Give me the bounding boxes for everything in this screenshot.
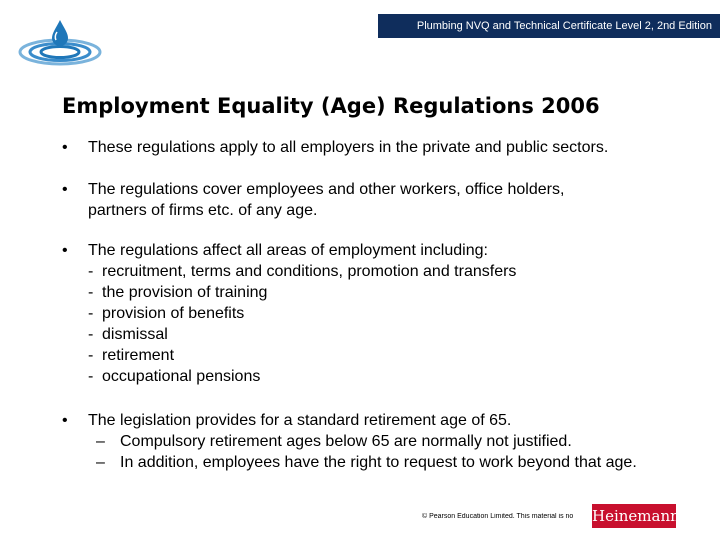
sub-item <box>88 366 698 387</box>
sub-item-text: dismissal <box>102 326 168 343</box>
dash-marker: - <box>88 368 94 385</box>
bullet-marker: • <box>62 181 68 198</box>
publisher-logo: Heinemann <box>592 504 676 528</box>
dash-marker: - <box>88 347 94 364</box>
dash-marker: – <box>96 433 105 450</box>
sub-item-text: the provision of training <box>102 284 268 301</box>
dash-marker: - <box>88 326 94 343</box>
copyright-notice: © Pearson Education Limited. This material is no <box>422 513 574 520</box>
bullet-text <box>88 240 698 387</box>
bullet-text-line: The regulations cover employees and other workers, office holders, <box>88 181 565 198</box>
bullet-marker: • <box>62 139 68 156</box>
sub-item <box>88 324 698 345</box>
dash-marker: - <box>88 284 94 301</box>
sub-item <box>88 452 668 473</box>
sub-item <box>88 282 698 303</box>
sub-item-text: occupational pensions <box>102 368 261 385</box>
sub-item <box>88 303 698 324</box>
bullet-text-line: The legislation provides for a standard retirement age of 65. <box>88 412 512 429</box>
sub-item <box>88 431 668 452</box>
sub-item-text: recruitment, terms and conditions, promotion and transfers <box>102 263 517 280</box>
sub-item-text: provision of benefits <box>102 305 245 322</box>
sub-item-text: retirement <box>102 347 175 364</box>
slide-title: Employment Equality (Age) Regulations 2006 <box>62 94 600 118</box>
bullet-text-line: partners of firms etc. of any age. <box>88 202 318 219</box>
dash-marker: - <box>88 263 94 280</box>
dash-marker: – <box>96 454 105 471</box>
bullet-text <box>88 179 698 221</box>
header-banner: Plumbing NVQ and Technical Certificate Level 2, 2nd Edition <box>378 14 720 38</box>
bullet-text <box>88 410 668 473</box>
bullet-text-line: The regulations affect all areas of employment including: <box>88 242 488 259</box>
water-drop-ripples-icon <box>18 16 102 68</box>
sub-item-text: In addition, employees have the right to request to work beyond that age. <box>120 454 637 471</box>
bullet-marker: • <box>62 242 68 259</box>
sub-item <box>88 261 698 282</box>
bullet-marker: • <box>62 412 68 429</box>
sub-item <box>88 345 698 366</box>
dash-marker: - <box>88 305 94 322</box>
sub-item-text: Compulsory retirement ages below 65 are normally not justified. <box>120 433 572 450</box>
bullet-text: These regulations apply to all employers in the private and public sectors. <box>88 139 609 156</box>
